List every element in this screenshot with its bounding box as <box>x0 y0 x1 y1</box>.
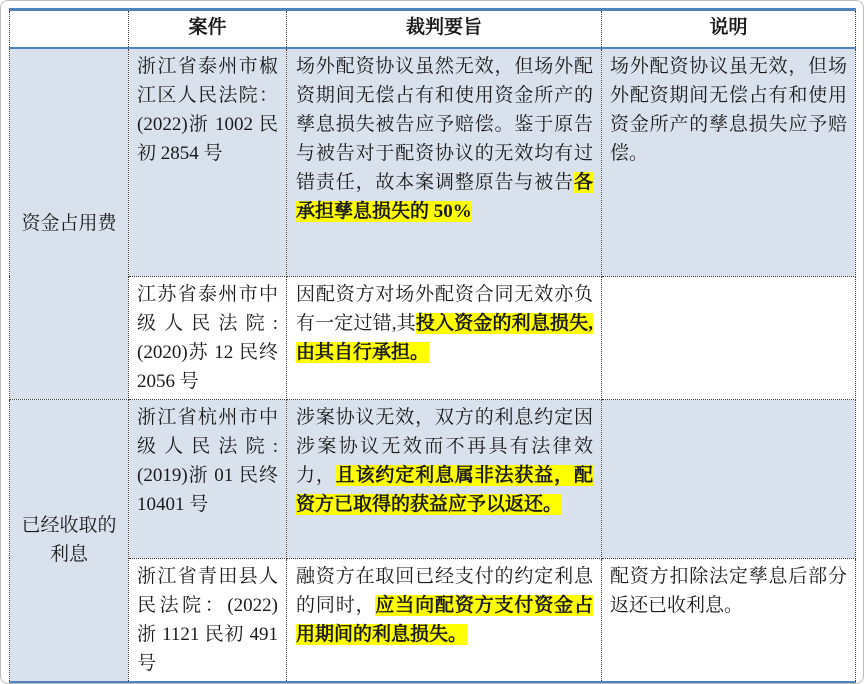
header-case: 案件 <box>129 10 287 49</box>
gist-text: 融资方在取回已经支付的约定利息的同时， <box>296 565 593 616</box>
note-cell <box>602 399 856 558</box>
gist-text: 场外配资协议虽然无效，但场外配资期间无偿占有和使用资金所产的孳息损失被告应予赔偿。鉴于原告与被告对于配资协议的无效均有过错责任，故本案调整原告与被告 <box>296 56 593 193</box>
case-cell: 江苏省泰州市中级人民法院: (2020)苏 12 民终 2056 号 <box>129 276 287 399</box>
gist-highlight: 各承担孳息损失的 50% <box>296 172 593 222</box>
table-row <box>10 276 856 399</box>
header-gist: 裁判要旨 <box>287 10 602 49</box>
case-cell: 浙江省杭州市中级人民法院: (2019)浙 01 民终 10401 号 <box>129 399 287 558</box>
header-corner-blank <box>10 10 129 49</box>
group-label-collected-interest: 已经收取的利息 <box>10 399 129 682</box>
gist-text: 因配资方对场外配资合同无效亦负有一定过错,其 <box>296 283 593 334</box>
note-cell: 配资方扣除法定孳息后部分返还已收利息。 <box>602 558 856 682</box>
group-label-fund-occupation-fee: 资金占用费 <box>10 48 129 399</box>
gist-cell <box>287 558 602 682</box>
note-cell <box>602 276 856 399</box>
case-cell: 浙江省泰州市椒江区人民法院：(2022)浙 1002 民初 2854 号 <box>129 48 287 276</box>
gist-cell <box>287 399 602 558</box>
case-cell: 浙江省青田县人民法院：(2022)浙 1121 民初 491 号 <box>129 558 287 682</box>
gist-text: 涉案协议无效，双方的利息约定因涉案协议无效而不再具有法律效力， <box>296 406 593 486</box>
header-row <box>10 10 856 49</box>
gist-highlight: 投入资金的利息损失,由其自行承担。 <box>296 312 593 363</box>
note-cell: 场外配资协议虽无效，但场外配资期间无偿占有和使用资金所产的孳息损失应予赔偿。 <box>602 48 856 276</box>
gist-cell <box>287 276 602 399</box>
table-row <box>10 558 856 682</box>
table-row <box>10 48 856 276</box>
gist-cell <box>287 48 602 276</box>
table-row <box>10 399 856 558</box>
gist-highlight: 应当向配资方支付资金占用期间的利息损失。 <box>296 594 593 645</box>
header-note: 说明 <box>602 10 856 49</box>
gist-highlight: 且该约定利息属非法获益，配资方已取得的获益应予以返还。 <box>296 464 593 515</box>
judgment-summary-table <box>9 8 856 684</box>
